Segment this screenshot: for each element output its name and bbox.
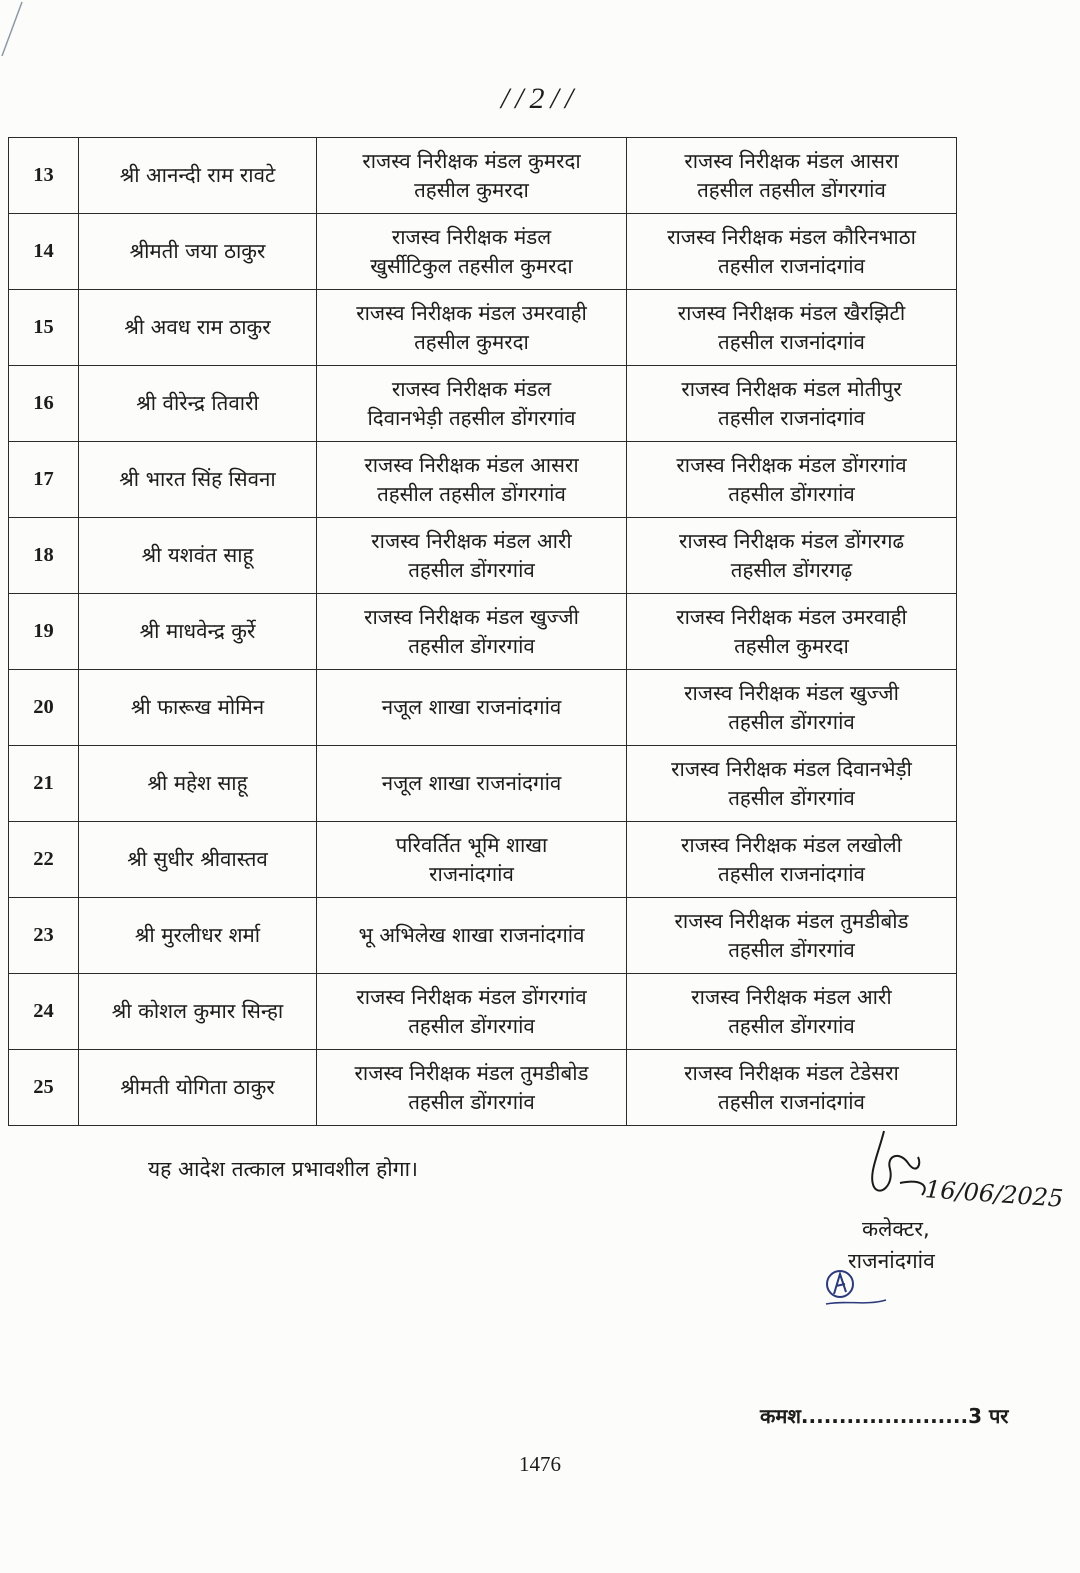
- current-posting: [317, 822, 627, 898]
- new-posting-line: तहसील राजनांदगांव: [718, 861, 865, 886]
- current-posting: [317, 594, 627, 670]
- current-posting-line: तहसील डोंगरगांव: [408, 557, 535, 582]
- new-posting-line: तहसील राजनांदगांव: [718, 405, 865, 430]
- new-posting-line: तहसील राजनांदगांव: [718, 253, 865, 278]
- table-row: [9, 594, 957, 670]
- serial-number: 18: [9, 518, 79, 594]
- employee-name: श्री मुरलीधर शर्मा: [79, 898, 317, 974]
- new-posting-line: तहसील राजनांदगांव: [718, 1089, 865, 1114]
- new-posting-line: राजस्व निरीक्षक मंडल मोतीपुर: [681, 376, 902, 401]
- table-body: [9, 138, 957, 1126]
- current-posting-line: तहसील तहसील डोंगरगांव: [377, 481, 566, 506]
- current-posting-line: तहसील डोंगरगांव: [408, 633, 535, 658]
- table-row: [9, 138, 957, 214]
- current-posting-line: तहसील कुमरदा: [414, 329, 529, 354]
- new-posting-line: तहसील डोंगरगांव: [728, 1013, 855, 1038]
- new-posting-line: राजस्व निरीक्षक मंडल दिवानभेड़ी: [671, 756, 912, 781]
- employee-name: श्री कोशल कुमार सिन्हा: [79, 974, 317, 1050]
- new-posting: [627, 746, 957, 822]
- table-row: [9, 366, 957, 442]
- employee-name: श्रीमती योगिता ठाकुर: [79, 1050, 317, 1126]
- new-posting-line: राजस्व निरीक्षक मंडल लखोली: [681, 832, 902, 857]
- new-posting: [627, 290, 957, 366]
- current-posting-line: राजस्व निरीक्षक मंडल: [391, 224, 552, 249]
- new-posting-line: तहसील राजनांदगांव: [718, 329, 865, 354]
- current-posting-line: तहसील डोंगरगांव: [408, 1013, 535, 1038]
- new-posting: [627, 138, 957, 214]
- new-posting-line: तहसील तहसील डोंगरगांव: [697, 177, 886, 202]
- new-posting: [627, 594, 957, 670]
- serial-number: 13: [9, 138, 79, 214]
- initial-mark: [820, 1262, 890, 1308]
- current-posting: [317, 974, 627, 1050]
- current-posting-line: राजनांदगांव: [429, 861, 514, 886]
- employee-name: श्रीमती जया ठाकुर: [79, 214, 317, 290]
- new-posting: [627, 366, 957, 442]
- corner-fold-mark: [0, 0, 60, 60]
- new-posting: [627, 822, 957, 898]
- current-posting: [317, 670, 627, 746]
- current-posting-line: राजस्व निरीक्षक मंडल उमरवाही: [356, 300, 587, 325]
- current-posting-line: परिवर्तित भूमि शाखा: [395, 832, 548, 857]
- table-row: [9, 214, 957, 290]
- order-note: यह आदेश तत्काल प्रभावशील होगा।: [148, 1157, 418, 1181]
- new-posting: [627, 518, 957, 594]
- signature-office: राजनांदगांव: [848, 1249, 935, 1273]
- table-row: [9, 898, 957, 974]
- new-posting-line: राजस्व निरीक्षक मंडल डोंगरगांव: [676, 452, 907, 477]
- signature-designation: कलेक्टर,: [862, 1217, 930, 1241]
- table-row: [9, 290, 957, 366]
- current-posting: [317, 214, 627, 290]
- page-number: 1476: [519, 1452, 561, 1476]
- current-posting: [317, 898, 627, 974]
- current-posting-line: खुर्सीटिकुल तहसील कुमरदा: [370, 253, 573, 278]
- signature-date: 16/06/2025: [924, 1175, 1065, 1213]
- current-posting-line: तहसील कुमरदा: [414, 177, 529, 202]
- current-posting-line: राजस्व निरीक्षक मंडल तुमडीबोड: [354, 1060, 589, 1085]
- serial-number: 14: [9, 214, 79, 290]
- current-posting-line: नजूल शाखा राजनांदगांव: [381, 771, 562, 795]
- new-posting-line: तहसील कुमरदा: [734, 633, 849, 658]
- serial-number: 16: [9, 366, 79, 442]
- new-posting-line: तहसील डोंगरगांव: [728, 481, 855, 506]
- new-posting-line: राजस्व निरीक्षक मंडल टेडेसरा: [684, 1060, 899, 1085]
- employee-name: श्री फारूख मोमिन: [79, 670, 317, 746]
- current-posting-line: राजस्व निरीक्षक मंडल खुज्जी: [364, 604, 579, 629]
- employee-name: श्री सुधीर श्रीवास्तव: [79, 822, 317, 898]
- new-posting-line: राजस्व निरीक्षक मंडल डोंगरगढ: [678, 528, 905, 553]
- new-posting-line: राजस्व निरीक्षक मंडल आसरा: [684, 148, 899, 173]
- current-posting-line: राजस्व निरीक्षक मंडल: [391, 376, 552, 401]
- current-posting-line: राजस्व निरीक्षक मंडल आसरा: [364, 452, 579, 477]
- new-posting-line: राजस्व निरीक्षक मंडल आरी: [691, 984, 892, 1009]
- new-posting: [627, 214, 957, 290]
- serial-number: 21: [9, 746, 79, 822]
- current-posting: [317, 138, 627, 214]
- current-posting-line: राजस्व निरीक्षक मंडल आरी: [371, 528, 572, 553]
- table-row: [9, 974, 957, 1050]
- employee-name: श्री माधवेन्द्र कुर्रे: [79, 594, 317, 670]
- new-posting: [627, 670, 957, 746]
- current-posting-line: राजस्व निरीक्षक मंडल डोंगरगांव: [356, 984, 587, 1009]
- serial-number: 23: [9, 898, 79, 974]
- current-posting: [317, 366, 627, 442]
- current-posting-line: राजस्व निरीक्षक मंडल कुमरदा: [362, 148, 581, 173]
- current-posting: [317, 746, 627, 822]
- serial-number: 17: [9, 442, 79, 518]
- transfer-table: [8, 137, 957, 1126]
- serial-number: 15: [9, 290, 79, 366]
- new-posting: [627, 442, 957, 518]
- new-posting-line: तहसील डोंगरगांव: [728, 785, 855, 810]
- new-posting-line: राजस्व निरीक्षक मंडल खुज्जी: [684, 680, 899, 705]
- table-row: [9, 442, 957, 518]
- employee-name: श्री महेश साहू: [79, 746, 317, 822]
- current-posting: [317, 290, 627, 366]
- serial-number: 19: [9, 594, 79, 670]
- employee-name: श्री यशवंत साहू: [79, 518, 317, 594]
- table-row: [9, 822, 957, 898]
- new-posting-line: तहसील डोंगरगांव: [728, 937, 855, 962]
- new-posting-line: तहसील डोंगरगढ़: [730, 557, 853, 582]
- current-posting: [317, 1050, 627, 1126]
- new-posting: [627, 1050, 957, 1126]
- employee-name: श्री वीरेन्द्र तिवारी: [79, 366, 317, 442]
- employee-name: श्री भारत सिंह सिवना: [79, 442, 317, 518]
- new-posting-line: तहसील डोंगरगांव: [728, 709, 855, 734]
- current-posting-line: भू अभिलेख शाखा राजनांदगांव: [358, 923, 585, 947]
- new-posting: [627, 898, 957, 974]
- current-posting-line: नजूल शाखा राजनांदगांव: [381, 695, 562, 719]
- current-posting: [317, 442, 627, 518]
- current-posting: [317, 518, 627, 594]
- table-row: [9, 518, 957, 594]
- continued-note: कमश......................3 पर: [760, 1404, 1009, 1428]
- current-posting-line: दिवानभेड़ी तहसील डोंगरगांव: [367, 405, 576, 430]
- employee-name: श्री आनन्दी राम रावटे: [79, 138, 317, 214]
- table-row: [9, 746, 957, 822]
- serial-number: 20: [9, 670, 79, 746]
- serial-number: 25: [9, 1050, 79, 1126]
- current-posting-line: तहसील डोंगरगांव: [408, 1089, 535, 1114]
- new-posting-line: राजस्व निरीक्षक मंडल कौरिनभाठा: [667, 224, 916, 249]
- new-posting-line: राजस्व निरीक्षक मंडल तुमडीबोड: [674, 908, 909, 933]
- new-posting: [627, 974, 957, 1050]
- table-row: [9, 670, 957, 746]
- employee-name: श्री अवध राम ठाकुर: [79, 290, 317, 366]
- serial-number: 24: [9, 974, 79, 1050]
- new-posting-line: राजस्व निरीक्षक मंडल खैरझिटी: [677, 300, 906, 325]
- serial-number: 22: [9, 822, 79, 898]
- table-row: [9, 1050, 957, 1126]
- new-posting-line: राजस्व निरीक्षक मंडल उमरवाही: [676, 604, 907, 629]
- page-header: //2//: [500, 82, 580, 115]
